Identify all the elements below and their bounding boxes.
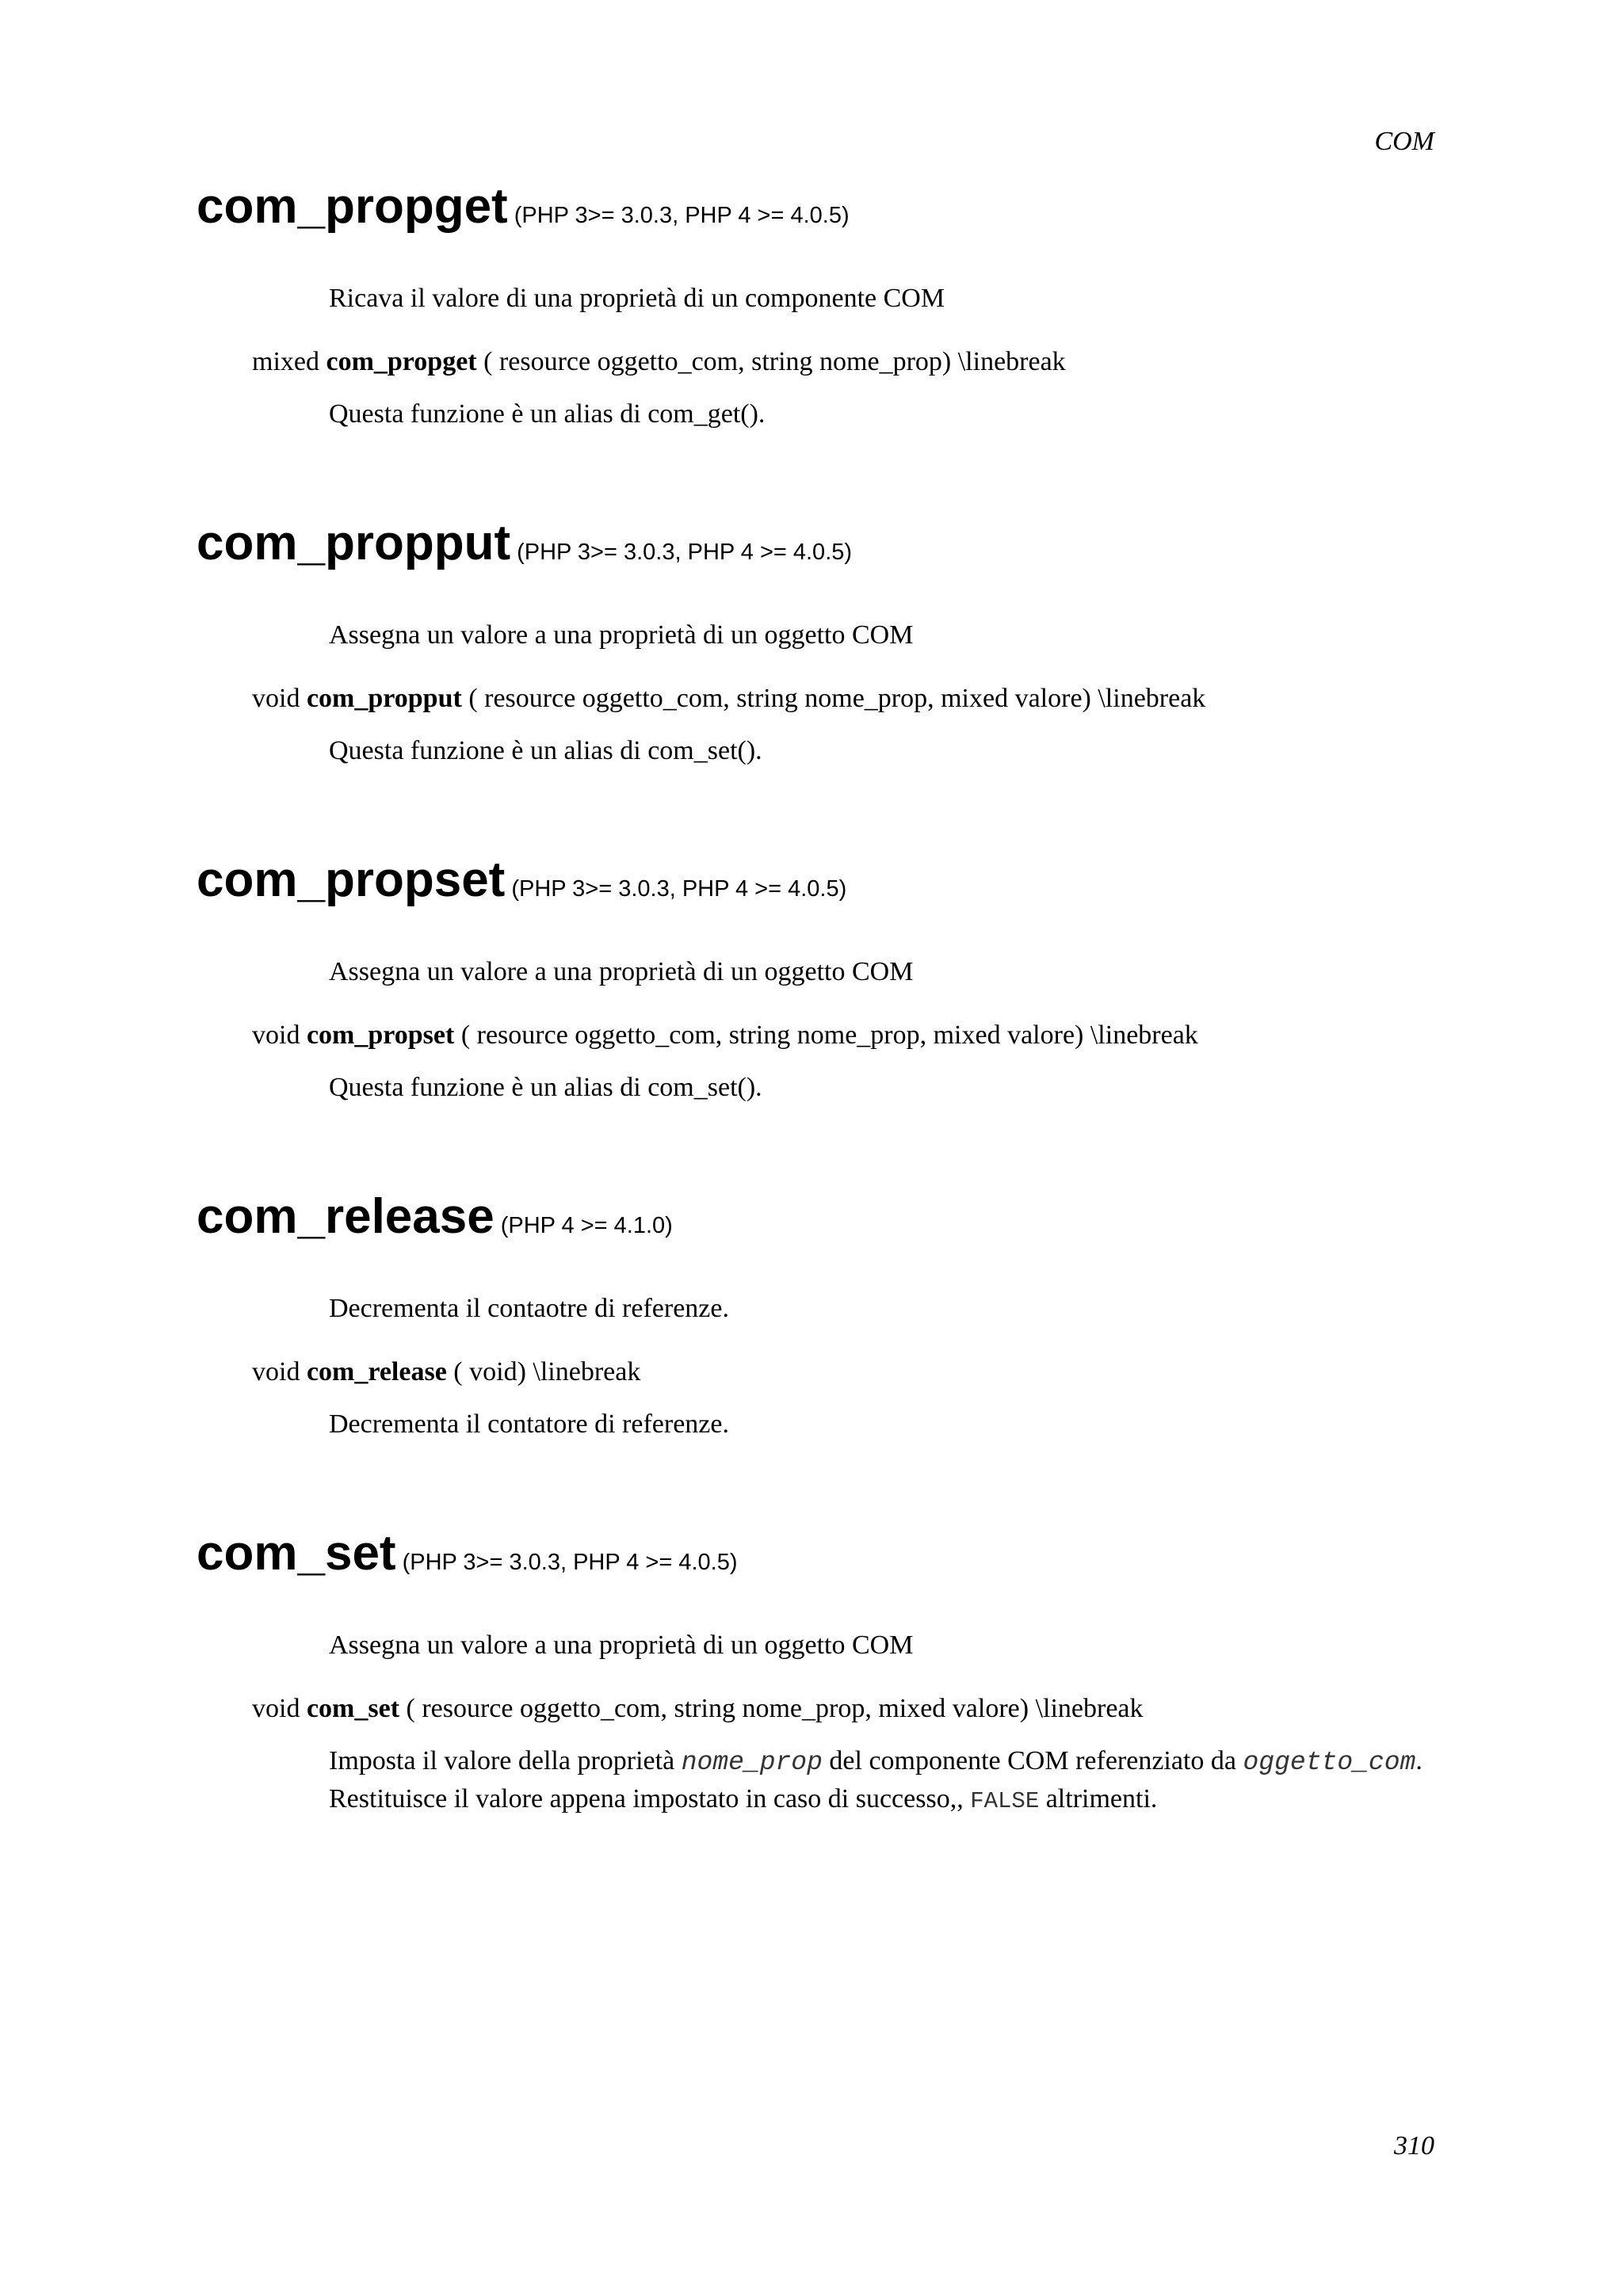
function-purpose: Assegna un valore a una proprietà di un oggetto COM [329, 957, 914, 986]
synopsis-function-name: com_set [306, 1694, 400, 1723]
synopsis-function-name: com_release [306, 1357, 447, 1386]
function-description: Decrementa il contatore di referenze. [329, 1409, 729, 1439]
function-version: (PHP 3>= 3.0.3, PHP 4 >= 4.0.5) [402, 1550, 738, 1575]
function-purpose: Assegna un valore a una proprietà di un oggetto COM [329, 1630, 914, 1660]
function-version: (PHP 3>= 3.0.3, PHP 4 >= 4.0.5) [511, 876, 847, 902]
function-version: (PHP 4 >= 4.1.0) [500, 1213, 673, 1238]
entry-title [197, 852, 847, 907]
synopsis-return-type: void [252, 684, 300, 713]
synopsis-arguments: ( resource oggetto_com, string nome_prop, mixed valore) \linebreak [406, 1694, 1144, 1723]
synopsis-arguments: ( resource oggetto_com, string nome_prop, mixed valore) \linebreak [460, 1020, 1198, 1050]
function-version: (PHP 3>= 3.0.3, PHP 4 >= 4.0.5) [517, 540, 853, 565]
function-description: Questa funzione è un alias di com_set(). [329, 736, 762, 765]
function-synopsis [252, 347, 1066, 377]
entry-title [197, 179, 850, 234]
function-synopsis [252, 1357, 640, 1387]
entry-title [197, 1189, 673, 1244]
function-name: com_release [197, 1189, 495, 1244]
synopsis-function-name: com_propget [326, 347, 477, 376]
synopsis-arguments: ( resource oggetto_com, string nome_prop, mixed valore) \linebreak [468, 684, 1206, 713]
running-header: COM [1374, 127, 1434, 156]
description-text: altrimenti. [1039, 1784, 1158, 1814]
synopsis-return-type: void [252, 1694, 300, 1723]
parameter-name: oggetto_com [1243, 1748, 1416, 1777]
function-purpose: Assegna un valore a una proprietà di un oggetto COM [329, 620, 914, 650]
function-purpose: Ricava il valore di una proprietà di un componente COM [329, 284, 945, 313]
synopsis-function-name: com_propput [306, 684, 462, 713]
function-description: Questa funzione è un alias di com_get(). [329, 399, 766, 429]
function-name: com_propget [197, 179, 508, 234]
description-text: del componente COM referenziato da [822, 1746, 1243, 1775]
function-synopsis [252, 684, 1205, 714]
page-number: 310 [1394, 2131, 1434, 2161]
synopsis-arguments: ( void) \linebreak [453, 1357, 641, 1386]
description-text: Imposta il valore della proprietà [329, 1746, 682, 1775]
function-synopsis [252, 1020, 1198, 1051]
synopsis-return-type: void [252, 1357, 300, 1386]
synopsis-return-type: void [252, 1020, 300, 1050]
entry-title [197, 516, 853, 570]
parameter-name: nome_prop [681, 1748, 823, 1777]
entry-title [197, 1526, 738, 1581]
synopsis-function-name: com_propset [306, 1020, 455, 1050]
function-name: com_set [197, 1526, 396, 1581]
function-version: (PHP 3>= 3.0.3, PHP 4 >= 4.0.5) [514, 203, 850, 228]
synopsis-arguments: ( resource oggetto_com, string nome_prop) \linebreak [483, 347, 1066, 376]
function-purpose: Decrementa il contaotre di referenze. [329, 1294, 729, 1323]
synopsis-return-type: mixed [252, 347, 319, 376]
function-name: com_propset [197, 852, 506, 907]
function-description: Questa funzione è un alias di com_set(). [329, 1073, 762, 1102]
function-name: com_propput [197, 516, 511, 570]
constant-name: FALSE [970, 1788, 1040, 1814]
function-synopsis [252, 1694, 1144, 1724]
description-text: . Restituisce il valore appena impostato in caso di successo,, [329, 1746, 1423, 1814]
function-description [329, 1743, 1438, 1820]
